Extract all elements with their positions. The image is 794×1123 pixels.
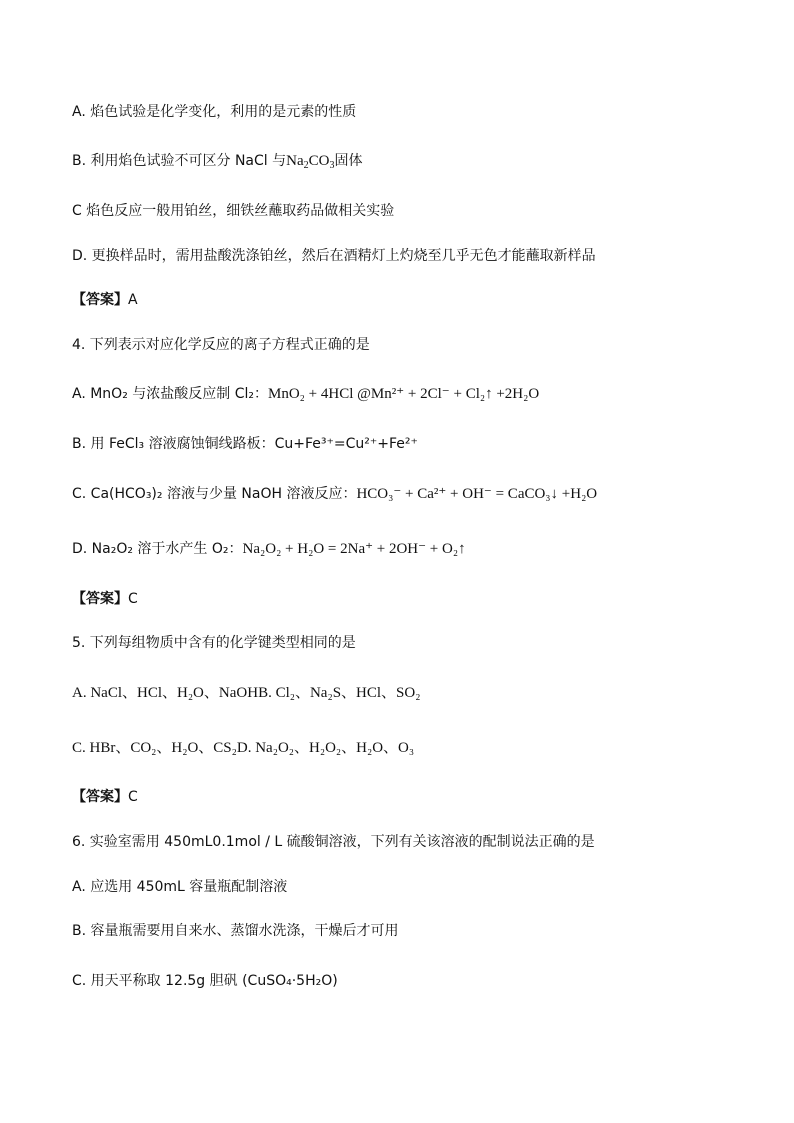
q3-option-d: D. 更换样品时，需用盐酸洗涤铂丝，然后在酒精灯上灼烧至几乎无色才能蘸取新样品 — [72, 248, 596, 264]
q3-option-b: B. 利用焰色试验不可区分 NaCl 与$Na_2CO_3$固体 — [72, 153, 363, 171]
q3-answer: 【答案】A — [72, 292, 138, 308]
q6-option-b: B. 容量瓶需要用自来水、蒸馏水洗涤，干燥后才可用 — [72, 923, 399, 939]
q5-option-d: D. Na₂O₂、H₂O₂、H₂O、O₃ — [236, 740, 415, 756]
q5-option-b: B. Cl₂、Na₂S、HCl、SO₂ — [258, 685, 421, 701]
q5-answer: 【答案】C — [72, 789, 138, 805]
formula-na2co3: $Na_2CO_3$ — [286, 153, 335, 171]
q3-option-a: A. 焰色试验是化学变化，利用的是元素的性质 — [72, 104, 357, 120]
q5-stem: 5. 下列每组物质中含有的化学键类型相同的是 — [72, 635, 356, 651]
equation-c: HCO₃⁻ + Ca²⁺ + OH⁻ = CaCO₃↓ +H₂O — [356, 486, 598, 502]
q5-option-c: C. HBr、CO₂、H₂O、CS₂ — [72, 740, 237, 756]
q4-option-b: B. 用 FeCl₃ 溶液腐蚀铜线路板：Cu+Fe³⁺=Cu²⁺+Fe²⁺ — [72, 436, 418, 452]
q5-options-row2 — [72, 737, 754, 759]
q4-answer: 【答案】C — [72, 591, 138, 607]
q5-options-row1 — [72, 682, 754, 704]
q4-option-a: A. MnO₂ 与浓盐酸反应制 Cl₂：MnO₂ + 4HCl @Mn²⁺ + 2Cl⁻ + Cl₂↑ +2H₂O — [72, 386, 540, 402]
q5-option-a: A. NaCl、HCl、H₂O、NaOH — [72, 685, 259, 701]
q3-option-c: C 焰色反应一般用铂丝，细铁丝蘸取药品做相关实验 — [72, 203, 395, 219]
q4-stem: 4. 下列表示对应化学反应的离子方程式正确的是 — [72, 337, 370, 353]
q4-option-c: C. Ca(HCO₃)₂ 溶液与少量 NaOH 溶液反应：HCO₃⁻ + Ca²⁺ + OH⁻ = CaCO₃↓ +H₂O — [72, 486, 598, 502]
equation-a: MnO₂ + 4HCl @Mn²⁺ + 2Cl⁻ + Cl₂↑ +2H₂O — [268, 386, 540, 402]
q6-option-a: A. 应选用 450mL 容量瓶配制溶液 — [72, 879, 288, 895]
equation-d: Na₂O₂ + H₂O = 2Na⁺ + 2OH⁻ + O₂↑ — [242, 541, 466, 557]
equation-b: Cu+Fe³⁺=Cu²⁺+Fe²⁺ — [274, 436, 418, 452]
q6-stem: 6. 实验室需用 450mL0.1mol / L 硫酸铜溶液，下列有关该溶液的配制说法正确的是 — [72, 834, 595, 850]
q4-option-d: D. Na₂O₂ 溶于水产生 O₂：Na₂O₂ + H₂O = 2Na⁺ + 2OH⁻ + O₂↑ — [72, 541, 466, 557]
q6-option-c: C. 用天平称取 12.5g 胆矾 (CuSO₄·5H₂O) — [72, 973, 338, 989]
